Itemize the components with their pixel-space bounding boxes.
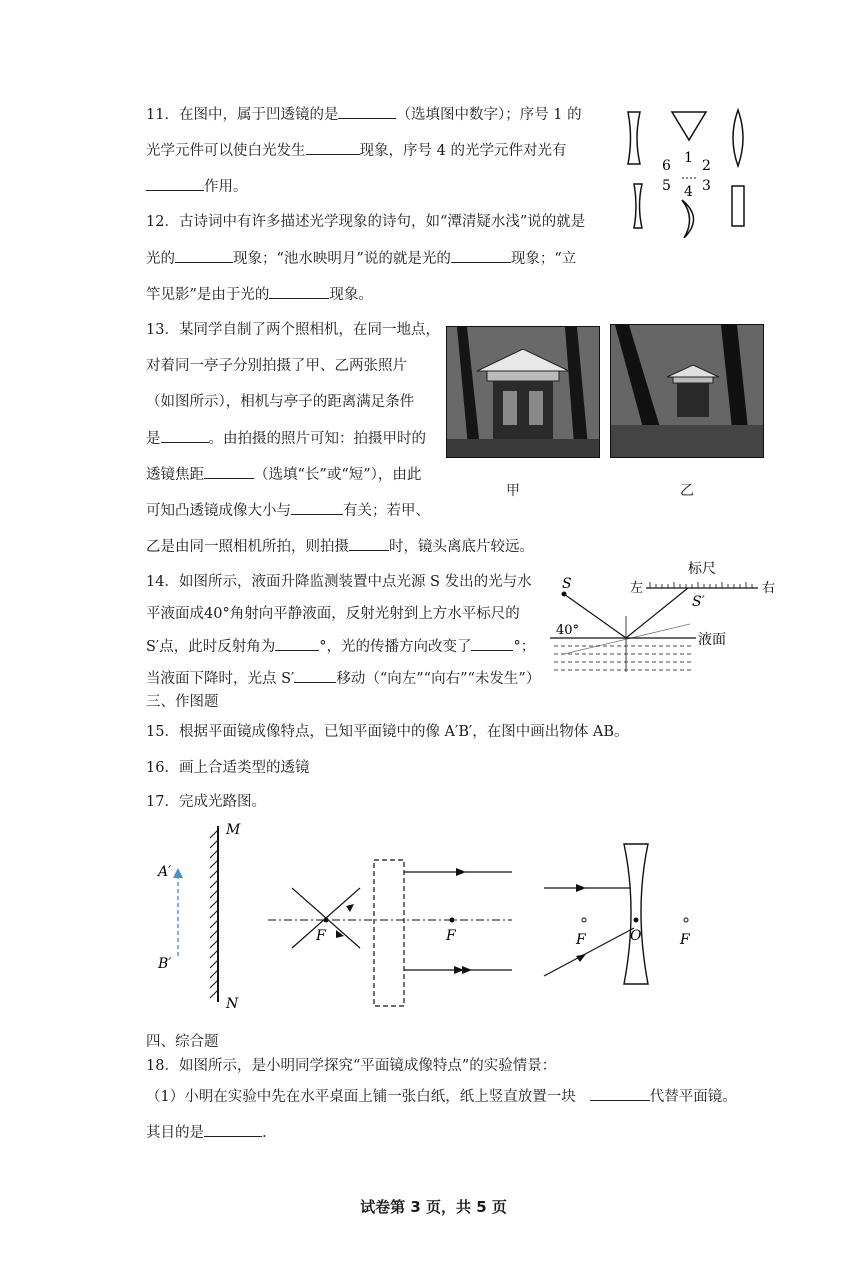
concave-lens bbox=[624, 844, 648, 984]
mirror-label-n: N bbox=[226, 996, 239, 1012]
liquid-level-figure bbox=[550, 556, 785, 686]
q13-line2: 对着同一亭子分别拍摄了甲、乙两张照片 bbox=[146, 358, 407, 374]
focus-label-3: F bbox=[576, 932, 586, 948]
label-4: 4 bbox=[684, 184, 693, 200]
element-4-meniscus-lens bbox=[682, 200, 694, 238]
q11-line3: 作用。 bbox=[146, 176, 248, 197]
element-5-concave-lens bbox=[634, 184, 642, 228]
q13-blank1[interactable] bbox=[161, 428, 209, 443]
q13-line1: 13．某同学自制了两个照相机，在同一地点， bbox=[146, 322, 440, 338]
q12-line3: 竿见影”是由于光的 现象。 bbox=[146, 284, 373, 305]
q11-blank2[interactable] bbox=[306, 140, 360, 155]
q14-line1: 14．如图所示，液面升降监测装置中点光源 S 发出的光与水 bbox=[146, 574, 532, 590]
caption-yi: 乙 bbox=[680, 483, 694, 499]
q18-part1-line2: 其目的是 . bbox=[146, 1122, 267, 1143]
q13-line6: 可知凸透镜成像大小与 有关；若甲、 bbox=[146, 500, 430, 521]
q16-text: 16．画上合适类型的透镜 bbox=[146, 760, 310, 776]
q12-line1: 12．古诗词中有许多描述光学现象的诗句，如“潭清疑水浅”说的就是 bbox=[146, 214, 586, 230]
ruler-ticks bbox=[650, 582, 752, 588]
label-5: 5 bbox=[662, 178, 671, 194]
drawing-figures bbox=[140, 816, 720, 1012]
focus-label-2: F bbox=[446, 928, 456, 944]
q14-blank3[interactable] bbox=[294, 668, 336, 683]
page-footer: 试卷第 3 页，共 5 页 bbox=[360, 1198, 507, 1216]
photo-yi bbox=[610, 324, 764, 458]
q14-line3: S′点，此时反射角为 °，光的传播方向改变了 °； bbox=[146, 636, 535, 657]
q13-blank3[interactable] bbox=[291, 500, 343, 515]
optical-elements-figure bbox=[622, 98, 762, 238]
focus-right bbox=[450, 918, 455, 923]
ruler-right-label: 右 bbox=[762, 581, 776, 596]
q12-blank1[interactable] bbox=[175, 248, 233, 263]
focus-left bbox=[324, 918, 329, 923]
focus-label-4: F bbox=[680, 932, 690, 948]
focus-label-1: F bbox=[316, 928, 326, 944]
optical-center bbox=[634, 918, 639, 923]
lens-box[interactable] bbox=[374, 860, 404, 1006]
ruler-label: 标尺 bbox=[688, 561, 716, 577]
q11-line1: 11．在图中，属于凹透镜的是 （选填图中数字）；序号 1 的 bbox=[146, 104, 582, 125]
q18-part1: （1）小明在实验中先在水平桌面上铺一张白纸，纸上竖直放置一块 代替平面镜。 bbox=[146, 1086, 737, 1107]
element-3-glass-slab bbox=[732, 186, 744, 226]
caption-jia: 甲 bbox=[506, 483, 520, 499]
plane-mirror-figure bbox=[156, 822, 241, 1012]
q13-blank4[interactable] bbox=[349, 536, 389, 551]
q14-blank1[interactable] bbox=[275, 636, 319, 651]
q13-line5: 透镜焦距 （选填“长”或“短”），由此 bbox=[146, 464, 421, 485]
q14-line2: 平液面成40°角射向平静液面，反射光射到上方水平标尺的 bbox=[146, 606, 520, 622]
liquid-label: 液面 bbox=[698, 632, 726, 648]
element-2-convex-lens bbox=[733, 110, 743, 166]
angle-label: 40° bbox=[556, 623, 580, 638]
q11-blank3[interactable] bbox=[146, 176, 204, 191]
q13-line7: 乙是由同一照相机所拍，则拍摄 时，镜头离底片较远。 bbox=[146, 536, 534, 557]
ruler-left-label: 左 bbox=[630, 581, 644, 596]
q17-text: 17．完成光路图。 bbox=[146, 794, 266, 810]
element-6-concave-lens bbox=[628, 112, 640, 164]
concave-lens-figure bbox=[544, 844, 691, 984]
image-label-a: A′ bbox=[158, 864, 172, 880]
q18-blank1[interactable] bbox=[590, 1086, 650, 1101]
label-3: 3 bbox=[702, 178, 711, 194]
label-1: 1 bbox=[684, 150, 693, 166]
q14-line4: 当液面下降时，光点 S′ 移动（“向左”“向右”“未发生”） bbox=[146, 668, 540, 689]
source-label: S bbox=[562, 576, 572, 592]
section-4-heading: 四、综合题 bbox=[146, 1034, 219, 1050]
image-label-b: B′ bbox=[158, 956, 172, 972]
q12-blank3[interactable] bbox=[269, 284, 329, 299]
photo-jia bbox=[446, 326, 600, 458]
q11-blank1[interactable] bbox=[338, 104, 396, 119]
image-ab-arrowhead bbox=[173, 868, 183, 878]
q13-line3: （如图所示），相机与亭子的距离满足条件 bbox=[146, 394, 415, 410]
q12-line2: 光的 现象；“池水映明月”说的就是光的 现象；“立 bbox=[146, 248, 576, 269]
q13-blank2[interactable] bbox=[204, 464, 254, 479]
q11-line2: 光学元件可以使白光发生 现象，序号 4 的光学元件对光有 bbox=[146, 140, 566, 161]
element-1-prism bbox=[672, 112, 706, 140]
section-3-heading: 三、作图题 bbox=[146, 694, 219, 710]
spot-label: S′ bbox=[692, 594, 705, 610]
q13-line4: 是 。由拍摄的照片可知：拍摄甲时的 bbox=[146, 428, 426, 449]
q15-text: 15．根据平面镜成像特点，已知平面镜中的像 A′B′，在图中画出物体 AB。 bbox=[146, 724, 629, 740]
label-2: 2 bbox=[702, 158, 711, 174]
q14-blank2[interactable] bbox=[471, 636, 513, 651]
center-label-o: O bbox=[630, 928, 642, 944]
label-6: 6 bbox=[662, 158, 671, 174]
q18-blank2[interactable] bbox=[204, 1122, 262, 1137]
q18-intro: 18．如图所示，是小明同学探究“平面镜成像特点”的实验情景： bbox=[146, 1058, 557, 1074]
liquid-hatching bbox=[554, 646, 692, 670]
q12-blank2[interactable] bbox=[451, 248, 511, 263]
mirror-label-m: M bbox=[226, 822, 241, 838]
lens-box-figure bbox=[268, 860, 512, 1006]
